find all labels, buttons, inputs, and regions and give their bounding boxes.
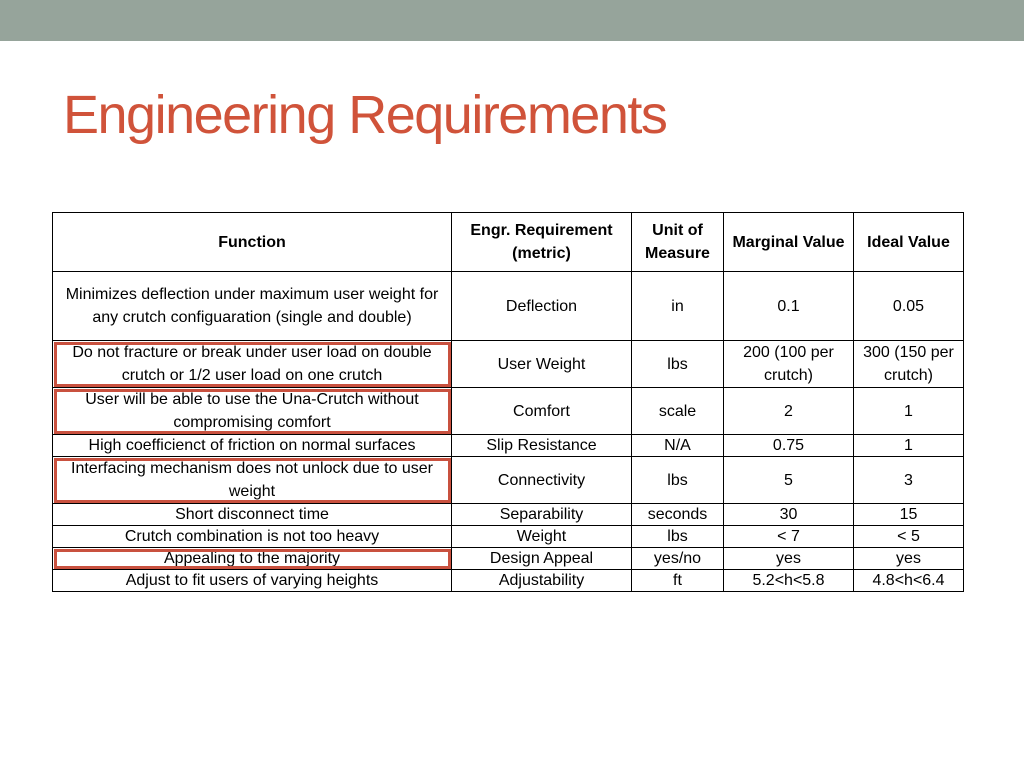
- header-engr-requirement: Engr. Requirement (metric): [452, 213, 632, 272]
- table-row: [53, 272, 964, 341]
- cell-requirement: Weight: [452, 526, 632, 548]
- table-row: [53, 388, 964, 435]
- table-row: [53, 570, 964, 592]
- cell-requirement: Separability: [452, 504, 632, 526]
- cell-ideal: 3: [854, 457, 964, 504]
- cell-ideal: 300 (150 per crutch): [854, 341, 964, 388]
- cell-unit: lbs: [632, 457, 724, 504]
- cell-unit: ft: [632, 570, 724, 592]
- cell-function: Appealing to the majority: [53, 548, 452, 570]
- top-banner: [0, 0, 1024, 41]
- cell-requirement: Comfort: [452, 388, 632, 435]
- table-row: [53, 457, 964, 504]
- table-row: [53, 548, 964, 570]
- header-ideal-value: Ideal Value: [854, 213, 964, 272]
- cell-unit: N/A: [632, 435, 724, 457]
- cell-requirement: Connectivity: [452, 457, 632, 504]
- cell-function: Interfacing mechanism does not unlock due to user weight: [53, 457, 452, 504]
- cell-unit: lbs: [632, 341, 724, 388]
- table-row: [53, 526, 964, 548]
- cell-function: Adjust to fit users of varying heights: [53, 570, 452, 592]
- requirements-table: [52, 212, 964, 592]
- cell-function: Crutch combination is not too heavy: [53, 526, 452, 548]
- table-row: [53, 435, 964, 457]
- cell-marginal: 5: [724, 457, 854, 504]
- cell-requirement: Adjustability: [452, 570, 632, 592]
- cell-function: Minimizes deflection under maximum user weight for any crutch configuaration (single and double): [53, 272, 452, 341]
- slide-title: Engineering Requirements: [63, 85, 667, 145]
- table-row: [53, 341, 964, 388]
- cell-marginal: 200 (100 per crutch): [724, 341, 854, 388]
- cell-marginal: 0.1: [724, 272, 854, 341]
- cell-ideal: < 5: [854, 526, 964, 548]
- cell-function: User will be able to use the Una-Crutch without compromising comfort: [53, 388, 452, 435]
- cell-requirement: Deflection: [452, 272, 632, 341]
- cell-ideal: 1: [854, 388, 964, 435]
- cell-requirement: Design Appeal: [452, 548, 632, 570]
- cell-unit: seconds: [632, 504, 724, 526]
- cell-unit: in: [632, 272, 724, 341]
- header-unit: Unit of Measure: [632, 213, 724, 272]
- cell-marginal: 2: [724, 388, 854, 435]
- header-function: Function: [53, 213, 452, 272]
- cell-unit: scale: [632, 388, 724, 435]
- cell-ideal: 15: [854, 504, 964, 526]
- cell-ideal: 0.05: [854, 272, 964, 341]
- cell-ideal: 1: [854, 435, 964, 457]
- cell-marginal: yes: [724, 548, 854, 570]
- cell-requirement: Slip Resistance: [452, 435, 632, 457]
- cell-ideal: yes: [854, 548, 964, 570]
- table-row: [53, 504, 964, 526]
- cell-marginal: < 7: [724, 526, 854, 548]
- table-header-row: [53, 213, 964, 272]
- cell-unit: lbs: [632, 526, 724, 548]
- cell-requirement: User Weight: [452, 341, 632, 388]
- cell-marginal: 5.2<h<5.8: [724, 570, 854, 592]
- cell-marginal: 30: [724, 504, 854, 526]
- cell-marginal: 0.75: [724, 435, 854, 457]
- cell-function: Do not fracture or break under user load on double crutch or 1/2 user load on one crutch: [53, 341, 452, 388]
- cell-function: Short disconnect time: [53, 504, 452, 526]
- cell-ideal: 4.8<h<6.4: [854, 570, 964, 592]
- cell-function: High coefficienct of friction on normal surfaces: [53, 435, 452, 457]
- cell-unit: yes/no: [632, 548, 724, 570]
- header-marginal-value: Marginal Value: [724, 213, 854, 272]
